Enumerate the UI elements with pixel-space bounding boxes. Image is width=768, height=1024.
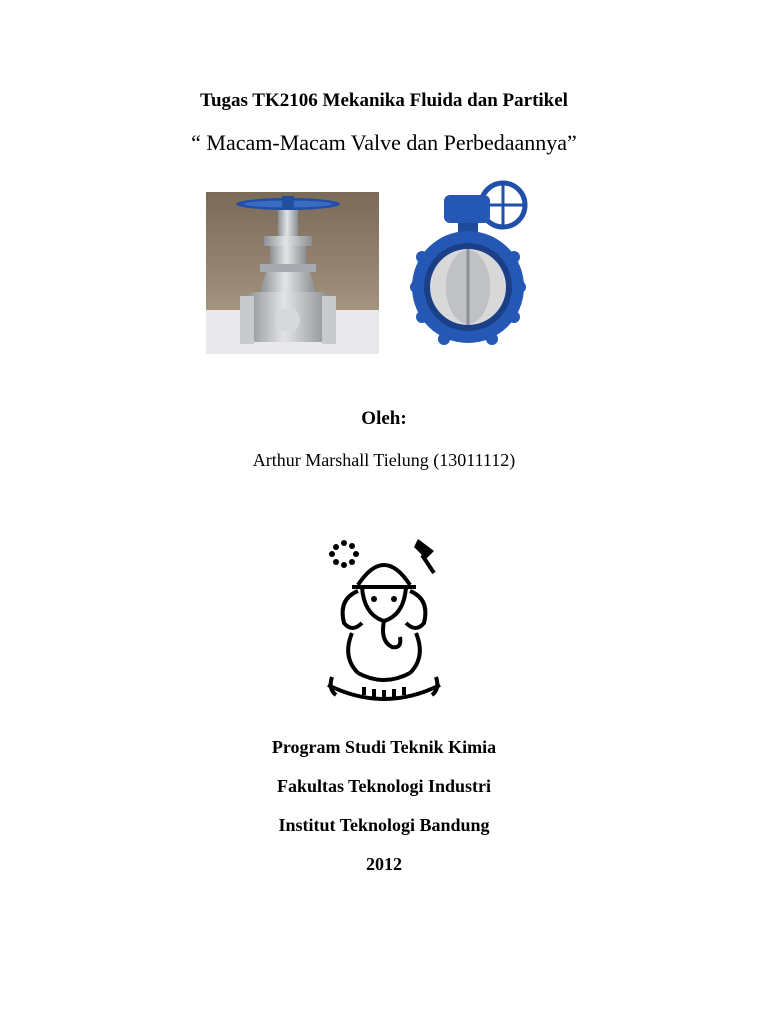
gate-valve-photo xyxy=(206,192,379,354)
university-name: Institut Teknologi Bandung xyxy=(278,815,490,835)
by-label: Oleh: xyxy=(361,408,407,429)
author-name: Arthur Marshall Tielung (13011112) xyxy=(252,450,516,470)
faculty-name: Fakultas Teknologi Industri xyxy=(276,776,492,796)
document-year: 2012 xyxy=(366,854,402,874)
itb-ganesha-logo xyxy=(322,537,446,709)
document-title: “ Macam-Macam Valve dan Perbedaannya” xyxy=(191,130,577,155)
course-line: Tugas TK2106 Mekanika Fluida dan Partikel xyxy=(200,90,568,111)
butterfly-valve-photo xyxy=(398,175,570,357)
study-program: Program Studi Teknik Kimia xyxy=(271,737,497,757)
